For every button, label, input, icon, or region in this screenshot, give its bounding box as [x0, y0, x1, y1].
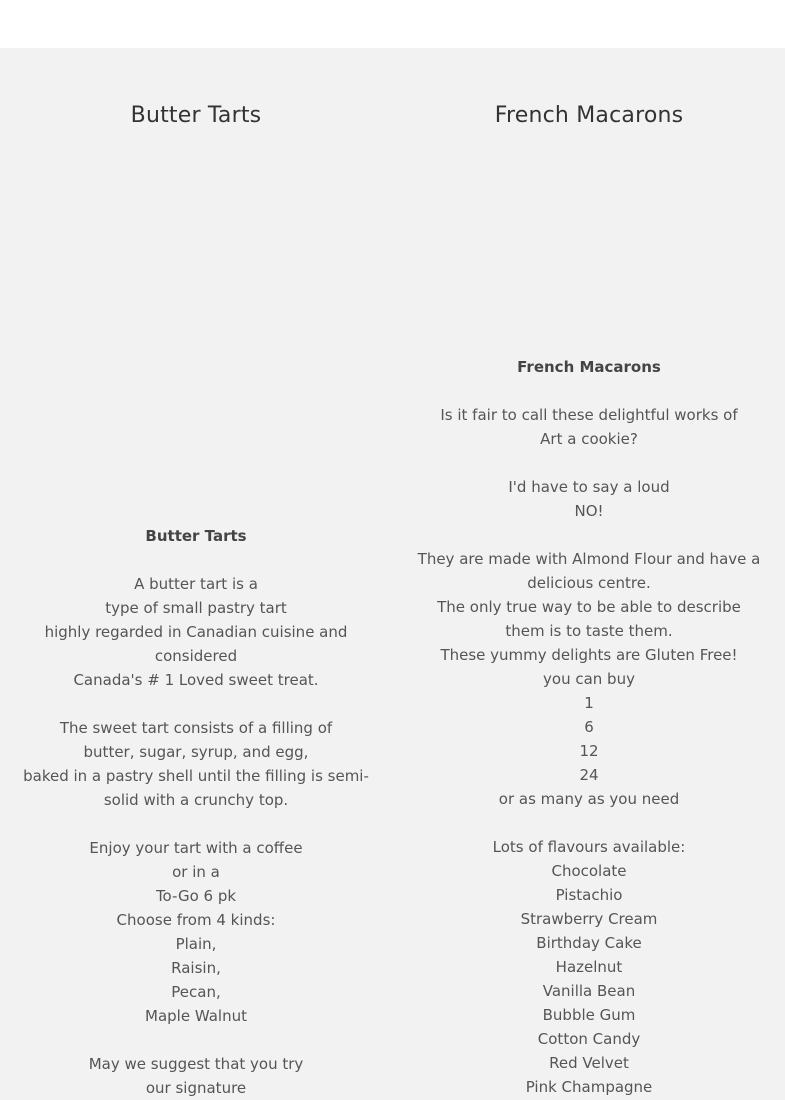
description-line: The only true way to be able to describe [437, 598, 741, 616]
description-line: Choose from 4 kinds: [116, 911, 276, 929]
section-heading: French Macarons [517, 358, 661, 376]
description-line: To-Go 6 pk [155, 887, 237, 905]
description-line: I'd have to say a loud [508, 478, 670, 496]
description-line: baked in a pastry shell until the filling is semi- [23, 767, 369, 785]
description-line: Chocolate [551, 862, 627, 880]
butter-tarts-description [18, 524, 374, 1100]
description-line: Enjoy your tart with a coffee [89, 839, 303, 857]
blank-line [412, 451, 766, 475]
description-line: Bubble Gum [542, 1006, 636, 1024]
blank-line [18, 692, 374, 716]
description-line: Lots of flavours available: [492, 838, 686, 856]
blank-line [18, 812, 374, 836]
description-line: solid with a crunchy top. [103, 791, 289, 809]
description-line: A butter tart is a [134, 575, 258, 593]
description-line: Red Velvet [549, 1054, 629, 1072]
description-line: considered [154, 647, 238, 665]
description-line: our signature [145, 1079, 247, 1097]
description-line: Plain, [175, 935, 217, 953]
description-line: you can buy [543, 670, 635, 688]
french-macarons-title: French Macarons [494, 103, 684, 128]
description-line: Art a cookie? [540, 430, 638, 448]
butter-tarts-title: Butter Tarts [130, 103, 262, 128]
description-line: The sweet tart consists of a filling of [59, 719, 333, 737]
blank-line [412, 523, 766, 547]
description-line: Cotton Candy [537, 1030, 641, 1048]
description-line: type of small pastry tart [105, 599, 287, 617]
description-line: These yummy delights are Gluten Free! [440, 646, 738, 664]
description-line: delicious centre. [527, 574, 651, 592]
description-line: Vanilla Bean [542, 982, 636, 1000]
description-line: Maple Walnut [145, 1007, 247, 1025]
french-macarons-description [412, 355, 766, 1099]
description-line: Raisin, [171, 959, 221, 977]
description-line: May we suggest that you try [88, 1055, 304, 1073]
section-heading: Butter Tarts [145, 527, 247, 545]
description-line: butter, sugar, syrup, and egg, [83, 743, 309, 761]
blank-line [412, 379, 766, 403]
description-line: They are made with Almond Flour and have a [417, 550, 761, 568]
blank-line [18, 1028, 374, 1052]
blank-line [412, 811, 766, 835]
description-line: 6 [584, 718, 594, 736]
description-line: Hazelnut [555, 958, 623, 976]
description-line: 24 [579, 766, 599, 784]
description-line: Canada's # 1 Loved sweet treat. [73, 671, 319, 689]
blank-line [18, 548, 374, 572]
description-line: Pink Champagne [525, 1078, 653, 1096]
description-line: Birthday Cake [536, 934, 642, 952]
description-line: NO! [574, 502, 604, 520]
description-line: 1 [584, 694, 594, 712]
description-line: Is it fair to call these delightful works of [440, 406, 738, 424]
description-line: them is to taste them. [505, 622, 673, 640]
description-line: 12 [579, 742, 599, 760]
top-bar [0, 0, 785, 48]
description-line: Pistachio [555, 886, 623, 904]
description-line: or as many as you need [498, 790, 680, 808]
description-line: or in a [172, 863, 220, 881]
description-line: Strawberry Cream [520, 910, 658, 928]
description-line: Pecan, [171, 983, 221, 1001]
description-line: highly regarded in Canadian cuisine and [44, 623, 348, 641]
